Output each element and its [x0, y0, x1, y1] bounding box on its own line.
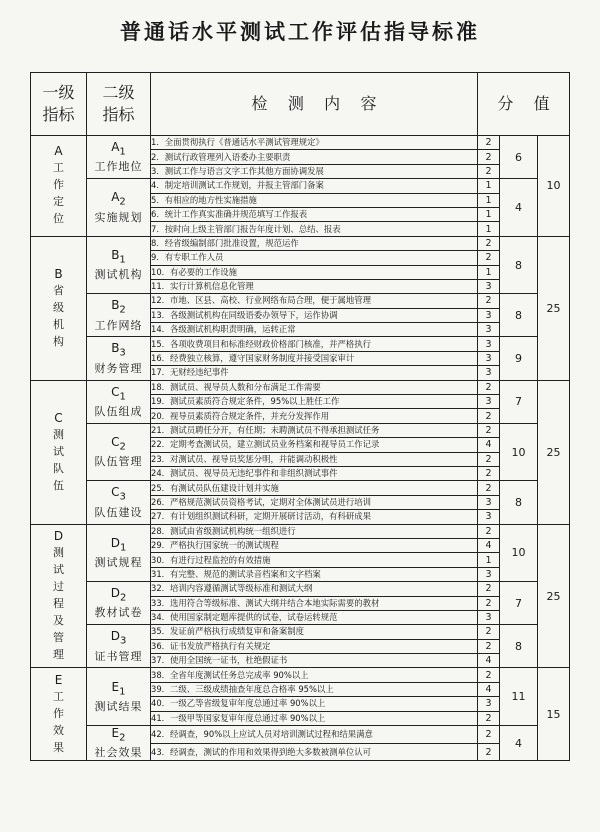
level2-sub: 1: [119, 685, 126, 697]
level2-code: B: [111, 247, 120, 262]
level1-code: C: [54, 410, 63, 425]
item-text: 2．测试行政管理列入语委办主要职责: [151, 150, 478, 164]
header-row: [31, 73, 570, 136]
item-text: 35．发证前严格执行成绩复审和备案制度: [151, 625, 478, 639]
level2-sub: 2: [119, 196, 126, 208]
level1-label: 工作效果: [53, 689, 64, 754]
level2-sub: 2: [119, 441, 126, 453]
level2-cell: [87, 179, 151, 237]
level1-total: 15: [538, 668, 570, 761]
item-text: 7．按时向上级主管部门报告年度计划、总结、报表: [151, 222, 478, 236]
item-score: 2: [478, 726, 500, 744]
level1-total: 25: [538, 524, 570, 668]
level2-sub: 2: [119, 592, 127, 604]
item-text: 9．有专职工作人员: [151, 251, 478, 265]
item-score: 2: [478, 251, 500, 265]
level2-cell: [87, 582, 151, 625]
level2-label: 工作地位: [94, 160, 143, 174]
level1-code: B: [54, 266, 63, 281]
header-score: 分 值: [478, 73, 570, 136]
item-row: [31, 337, 570, 351]
level2-label: 证书管理: [94, 649, 143, 663]
level1-cell: [31, 136, 87, 237]
level2-code: A: [111, 190, 120, 205]
level2-code: D: [110, 629, 120, 644]
item-row: [31, 179, 570, 193]
level2-code: B: [111, 341, 120, 356]
level2-sub: 2: [119, 732, 126, 744]
item-score: 2: [478, 481, 500, 495]
item-text: 25．有测试员队伍建设计划并实施: [151, 481, 478, 495]
item-score: 2: [478, 136, 500, 150]
page-title: 普通话水平测试工作评估指导标准: [120, 20, 480, 44]
level2-label: 队伍建设: [94, 505, 143, 519]
item-text: 26．严格规范测试员资格考试，定期对全体测试员进行培训: [151, 495, 478, 509]
level2-subtotal: 8: [500, 294, 538, 337]
level2-sub: 1: [119, 542, 127, 554]
level1-cell: [31, 668, 87, 761]
item-score: 2: [478, 466, 500, 480]
level2-label: 测试机构: [94, 268, 143, 282]
item-text: 21．测试员聘任分开，有任期；未聘测试员不得承担测试任务: [151, 423, 478, 437]
level2-label: 社会效果: [94, 746, 143, 760]
item-score: 3: [478, 323, 500, 337]
item-text: 40．一级乙等省级复审年度总通过率 90%以上: [151, 697, 478, 711]
header-content: 检 测 内 容: [151, 73, 478, 136]
item-text: 42．经调查，90%以上应试人员对培训测试过程和结果满意: [151, 726, 478, 744]
level2-label: 工作网络: [94, 318, 143, 332]
item-score: 3: [478, 395, 500, 409]
item-row: [31, 668, 570, 682]
item-text: 11．实行计算机信息化管理: [151, 279, 478, 293]
item-row: [31, 236, 570, 250]
item-row: [31, 582, 570, 596]
level1-total: 25: [538, 236, 570, 380]
item-score: 3: [478, 279, 500, 293]
level2-sub: 3: [119, 635, 127, 647]
level2-subtotal: 11: [500, 668, 538, 726]
item-row: [31, 524, 570, 538]
item-text: 37．使用全国统一证书，杜绝假证书: [151, 654, 478, 668]
level1-cell: [31, 236, 87, 380]
item-row: [31, 380, 570, 394]
item-text: 32．培训内容遵循测试等级标准和测试大纲: [151, 582, 478, 596]
level1-label: 省级机构: [53, 283, 64, 348]
item-score: 3: [478, 308, 500, 322]
level2-code: D: [110, 586, 120, 600]
item-row: [31, 481, 570, 495]
item-score: 2: [478, 380, 500, 394]
level2-code: A: [111, 139, 120, 154]
item-row: [31, 136, 570, 150]
level2-code: D: [110, 535, 120, 550]
item-score: 1: [478, 265, 500, 279]
level1-code: A: [54, 144, 63, 159]
level2-subtotal: 7: [500, 380, 538, 423]
level2-subtotal: 7: [500, 582, 538, 625]
item-text: 39．二级、三级成绩抽查年度总合格率 95%以上: [151, 682, 478, 696]
level2-sub: 1: [119, 146, 126, 158]
level2-cell: [87, 668, 151, 726]
level2-sub: 1: [119, 254, 126, 266]
item-text: 19．测试员素质符合规定条件，95%以上胜任工作: [151, 395, 478, 409]
level2-cell: [87, 236, 151, 294]
level2-sub: 3: [119, 491, 126, 503]
item-score: 2: [478, 668, 500, 682]
level2-label: 教材试卷: [94, 606, 143, 620]
level1-cell: [31, 380, 87, 524]
level1-total: 10: [538, 136, 570, 237]
item-text: 15．各项收费项目和标准经财政价格部门核准，并严格执行: [151, 337, 478, 351]
item-score: 4: [478, 438, 500, 452]
item-text: 27．有计划组织测试科研，定期开展研讨活动，有科研成果: [151, 510, 478, 524]
level2-label: 测试结果: [94, 699, 143, 713]
item-score: 2: [478, 164, 500, 178]
item-text: 10．有必要的工作设施: [151, 265, 478, 279]
level1-label: 测试队伍: [53, 427, 64, 492]
level2-subtotal: 6: [500, 136, 538, 179]
level2-label: 队伍管理: [94, 455, 143, 469]
level2-subtotal: 4: [500, 726, 538, 761]
item-text: 20．视导员素质符合规定条件，并充分发挥作用: [151, 409, 478, 423]
level2-subtotal: 10: [500, 524, 538, 582]
item-score: 3: [478, 510, 500, 524]
level2-sub: 2: [119, 304, 126, 316]
item-text: 8．经省级编制部门批准设置，规范运作: [151, 236, 478, 250]
item-score: 2: [478, 625, 500, 639]
level1-cell: [31, 524, 87, 668]
item-text: 13．各级测试机构在同级语委办领导下，运作协调: [151, 308, 478, 322]
level2-cell: [87, 294, 151, 337]
item-score: 2: [478, 423, 500, 437]
item-row: [31, 294, 570, 308]
item-score: 2: [478, 639, 500, 653]
item-score: 2: [478, 236, 500, 250]
level2-subtotal: 9: [500, 337, 538, 380]
level2-code: E: [111, 679, 120, 694]
item-row: [31, 423, 570, 437]
item-score: 2: [478, 294, 500, 308]
level2-code: E: [111, 726, 120, 741]
level2-code: C: [111, 384, 120, 399]
level2-label: 实施规划: [94, 210, 143, 224]
item-score: 1: [478, 222, 500, 236]
item-score: 3: [478, 337, 500, 351]
item-score: 2: [478, 150, 500, 164]
item-text: 1．全面贯彻执行《普通话水平测试管理规定》: [151, 136, 478, 150]
level2-label: 财务管理: [94, 361, 143, 375]
item-text: 14．各级测试机构职责明确，运转正常: [151, 323, 478, 337]
item-text: 36．证书发放严格执行有关规定: [151, 639, 478, 653]
item-score: 2: [478, 524, 500, 538]
level2-sub: 1: [119, 390, 126, 402]
item-text: 23．对测试员、视导员奖惩分明，并能调动积极性: [151, 452, 478, 466]
item-text: 18．测试员、视导员人数和分布满足工作需要: [151, 380, 478, 394]
item-score: 2: [478, 452, 500, 466]
item-text: 5．有相应的地方性实施措施: [151, 193, 478, 207]
item-text: 12．市地、区县、高校、行业网络布局合理，便于属地管理: [151, 294, 478, 308]
level1-label: 测试过程及管理: [53, 546, 64, 661]
level2-label: 队伍组成: [94, 404, 143, 418]
item-score: 2: [478, 409, 500, 423]
item-score: 4: [478, 654, 500, 668]
item-text: 43．经调查，测试的作用和效果得到绝大多数被测单位认可: [151, 743, 478, 761]
level2-sub: 3: [119, 347, 126, 359]
item-score: 1: [478, 553, 500, 567]
level2-cell: [87, 423, 151, 481]
item-text: 4．制定培训测试工作规划，并报主管部门备案: [151, 179, 478, 193]
header-level2: 二级指标: [87, 73, 151, 136]
level2-cell: [87, 136, 151, 179]
level2-cell: [87, 337, 151, 380]
item-score: 2: [478, 596, 500, 610]
level2-cell: [87, 524, 151, 582]
level2-code: B: [111, 298, 120, 313]
level2-subtotal: 10: [500, 423, 538, 481]
item-score: 1: [478, 179, 500, 193]
item-text: 30．有进行过程监控的有效措施: [151, 553, 478, 567]
item-text: 28．测试由省级测试机构统一组织进行: [151, 524, 478, 538]
level1-code: D: [53, 529, 64, 543]
level2-code: C: [111, 434, 120, 449]
level2-cell: [87, 481, 151, 524]
level2-subtotal: 8: [500, 236, 538, 294]
item-text: 34．使用国家制定题库提供的试卷，试卷运转规范: [151, 610, 478, 624]
item-text: 3．测试工作与语言文字工作其他方面协调发展: [151, 164, 478, 178]
item-score: 3: [478, 567, 500, 581]
level2-subtotal: 8: [500, 481, 538, 524]
item-score: 4: [478, 682, 500, 696]
level2-cell: [87, 380, 151, 423]
header-level1: 一级指标: [31, 73, 87, 136]
item-row: [31, 625, 570, 639]
item-score: 3: [478, 610, 500, 624]
item-text: 33．选用符合等级标准、测试大纲并结合本地实际需要的教材: [151, 596, 478, 610]
item-score: 1: [478, 193, 500, 207]
level2-code: C: [111, 485, 120, 500]
item-score: 2: [478, 582, 500, 596]
item-text: 17．无财经违纪事件: [151, 366, 478, 380]
standards-table: [30, 72, 570, 761]
item-score: 3: [478, 366, 500, 380]
level2-cell: [87, 625, 151, 668]
level2-label: 测试规程: [94, 556, 143, 570]
level2-subtotal: 4: [500, 179, 538, 237]
item-score: 2: [478, 743, 500, 761]
item-score: 3: [478, 495, 500, 509]
level2-subtotal: 8: [500, 625, 538, 668]
item-text: 6．统计工作真实准确并规范填写工作报表: [151, 207, 478, 221]
item-score: 1: [478, 207, 500, 221]
item-text: 16．经费独立核算，遵守国家财务制度并接受国家审计: [151, 351, 478, 365]
item-text: 24．测试员、视导员无违纪事件和非组织测试事件: [151, 466, 478, 480]
item-score: 2: [478, 711, 500, 725]
item-row: [31, 726, 570, 744]
item-text: 38．全省年度测试任务总完成率 90%以上: [151, 668, 478, 682]
item-score: 4: [478, 538, 500, 552]
item-text: 29．严格执行国家统一的测试规程: [151, 538, 478, 552]
level2-cell: [87, 726, 151, 761]
item-score: 3: [478, 351, 500, 365]
item-text: 41．一级甲等国家复审年度总通过率 90%以上: [151, 711, 478, 725]
item-score: 3: [478, 697, 500, 711]
item-text: 31．有完整、规范的测试录音档案和文字档案: [151, 567, 478, 581]
level1-code: E: [54, 672, 63, 687]
level1-label: 工作定位: [53, 161, 64, 226]
item-text: 22．定期考查测试员，建立测试员业务档案和视导员工作记录: [151, 438, 478, 452]
level1-total: 25: [538, 380, 570, 524]
